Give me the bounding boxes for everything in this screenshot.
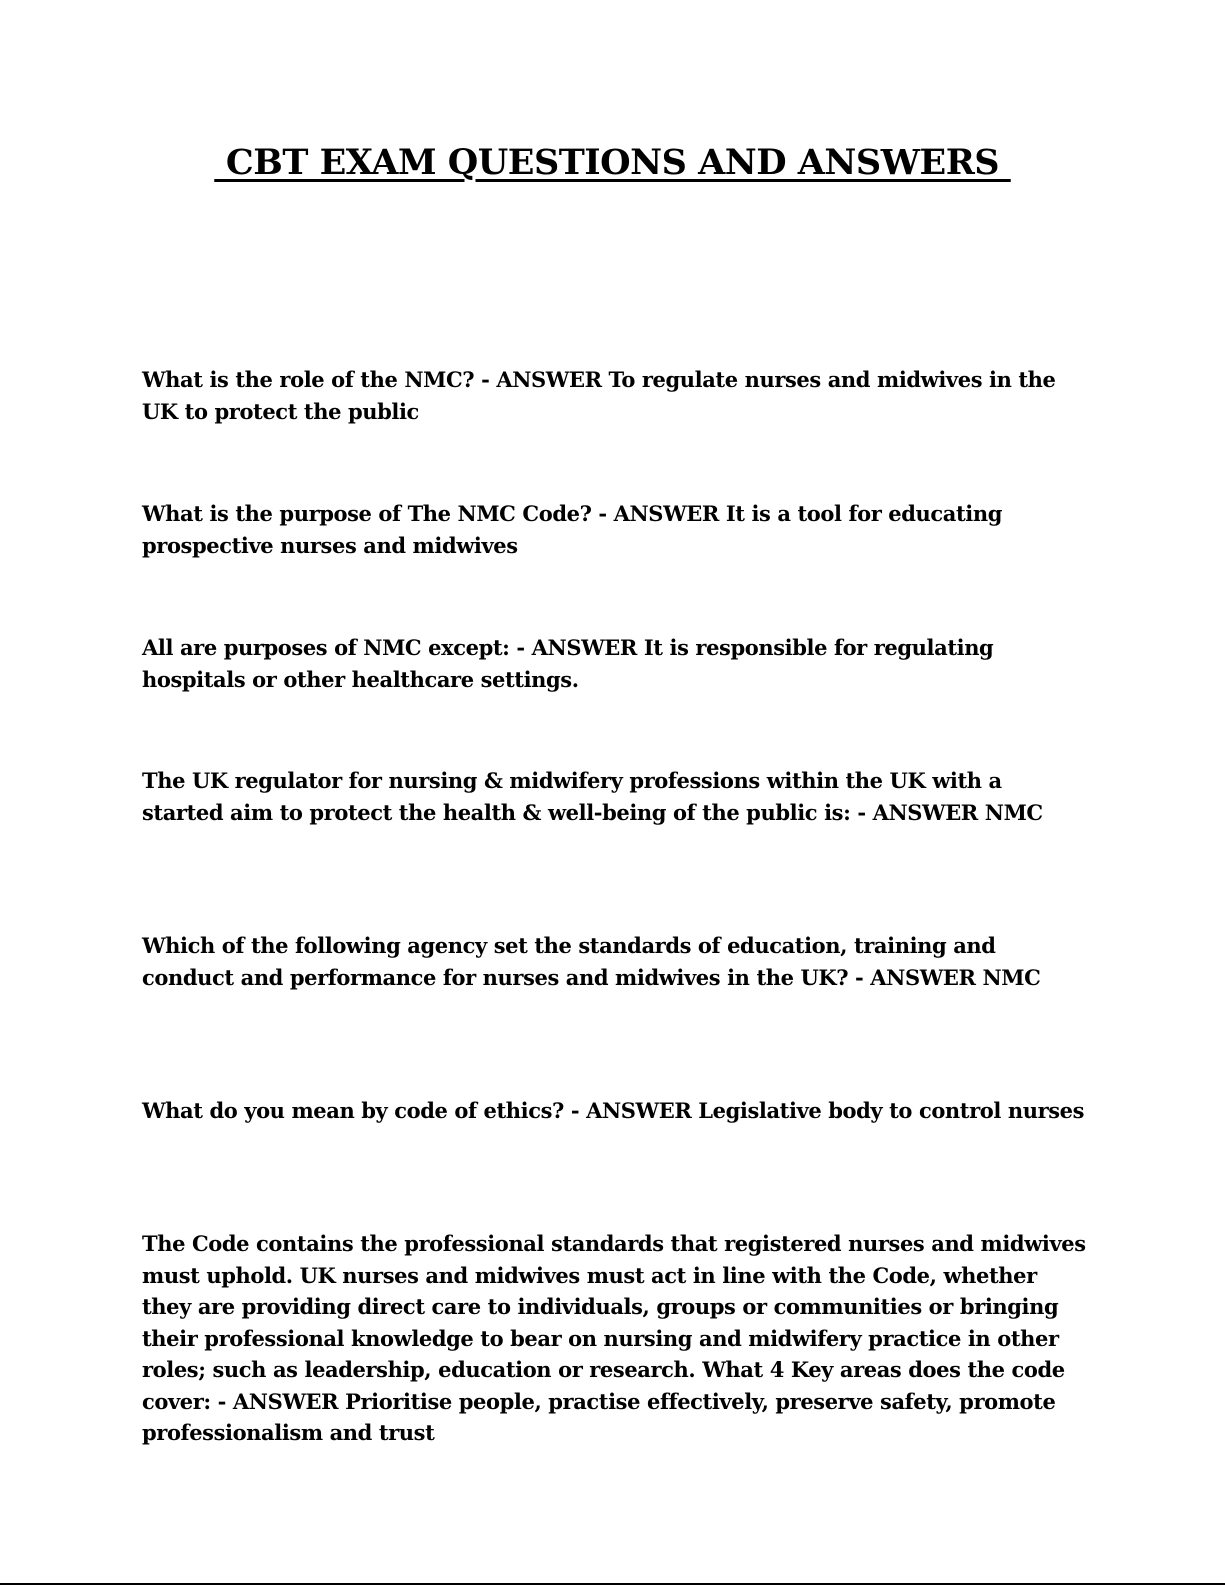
qa-item-4: The UK regulator for nursing & midwifery professions within the UK with a started aim to protect the health & well-being of the public is: - ANSWER NMC: [142, 768, 1043, 825]
qa-item-3: All are purposes of NMC except: - ANSWER It is responsible for regulating hospitals or other healthcare settings.: [142, 635, 994, 692]
qa-item-5: Which of the following agency set the standards of education, training and conduct and performance for nurses and midwives in the UK? - ANSWER NMC: [142, 933, 1041, 990]
qa-item-7: The Code contains the professional standards that registered nurses and midwives must uphold. UK nurses and midwives must act in line with the Code, whether they are providing direct care to individuals, groups or communities or bringing their professional knowledge to bear on nursing and midwifery practice in other roles; such as leadership, education or research. What 4 Key areas does the code cover: - ANSWER Prioritise people, practise effectively, preserve safety, promote professionalism and trust: [142, 1231, 1086, 1445]
qa-item-6: What do you mean by code of ethics? - ANSWER Legislative body to control nurses: [142, 1098, 1085, 1123]
page-title-text: CBT EXAM QUESTIONS AND ANSWERS: [214, 142, 1011, 183]
qa-item-1: What is the role of the NMC? - ANSWER To regulate nurses and midwives in the UK to protect the public: [142, 367, 1056, 424]
qa-item-2: What is the purpose of The NMC Code? - ANSWER It is a tool for educating prospective nurses and midwives: [142, 501, 1003, 558]
page-title: [0, 140, 1225, 186]
